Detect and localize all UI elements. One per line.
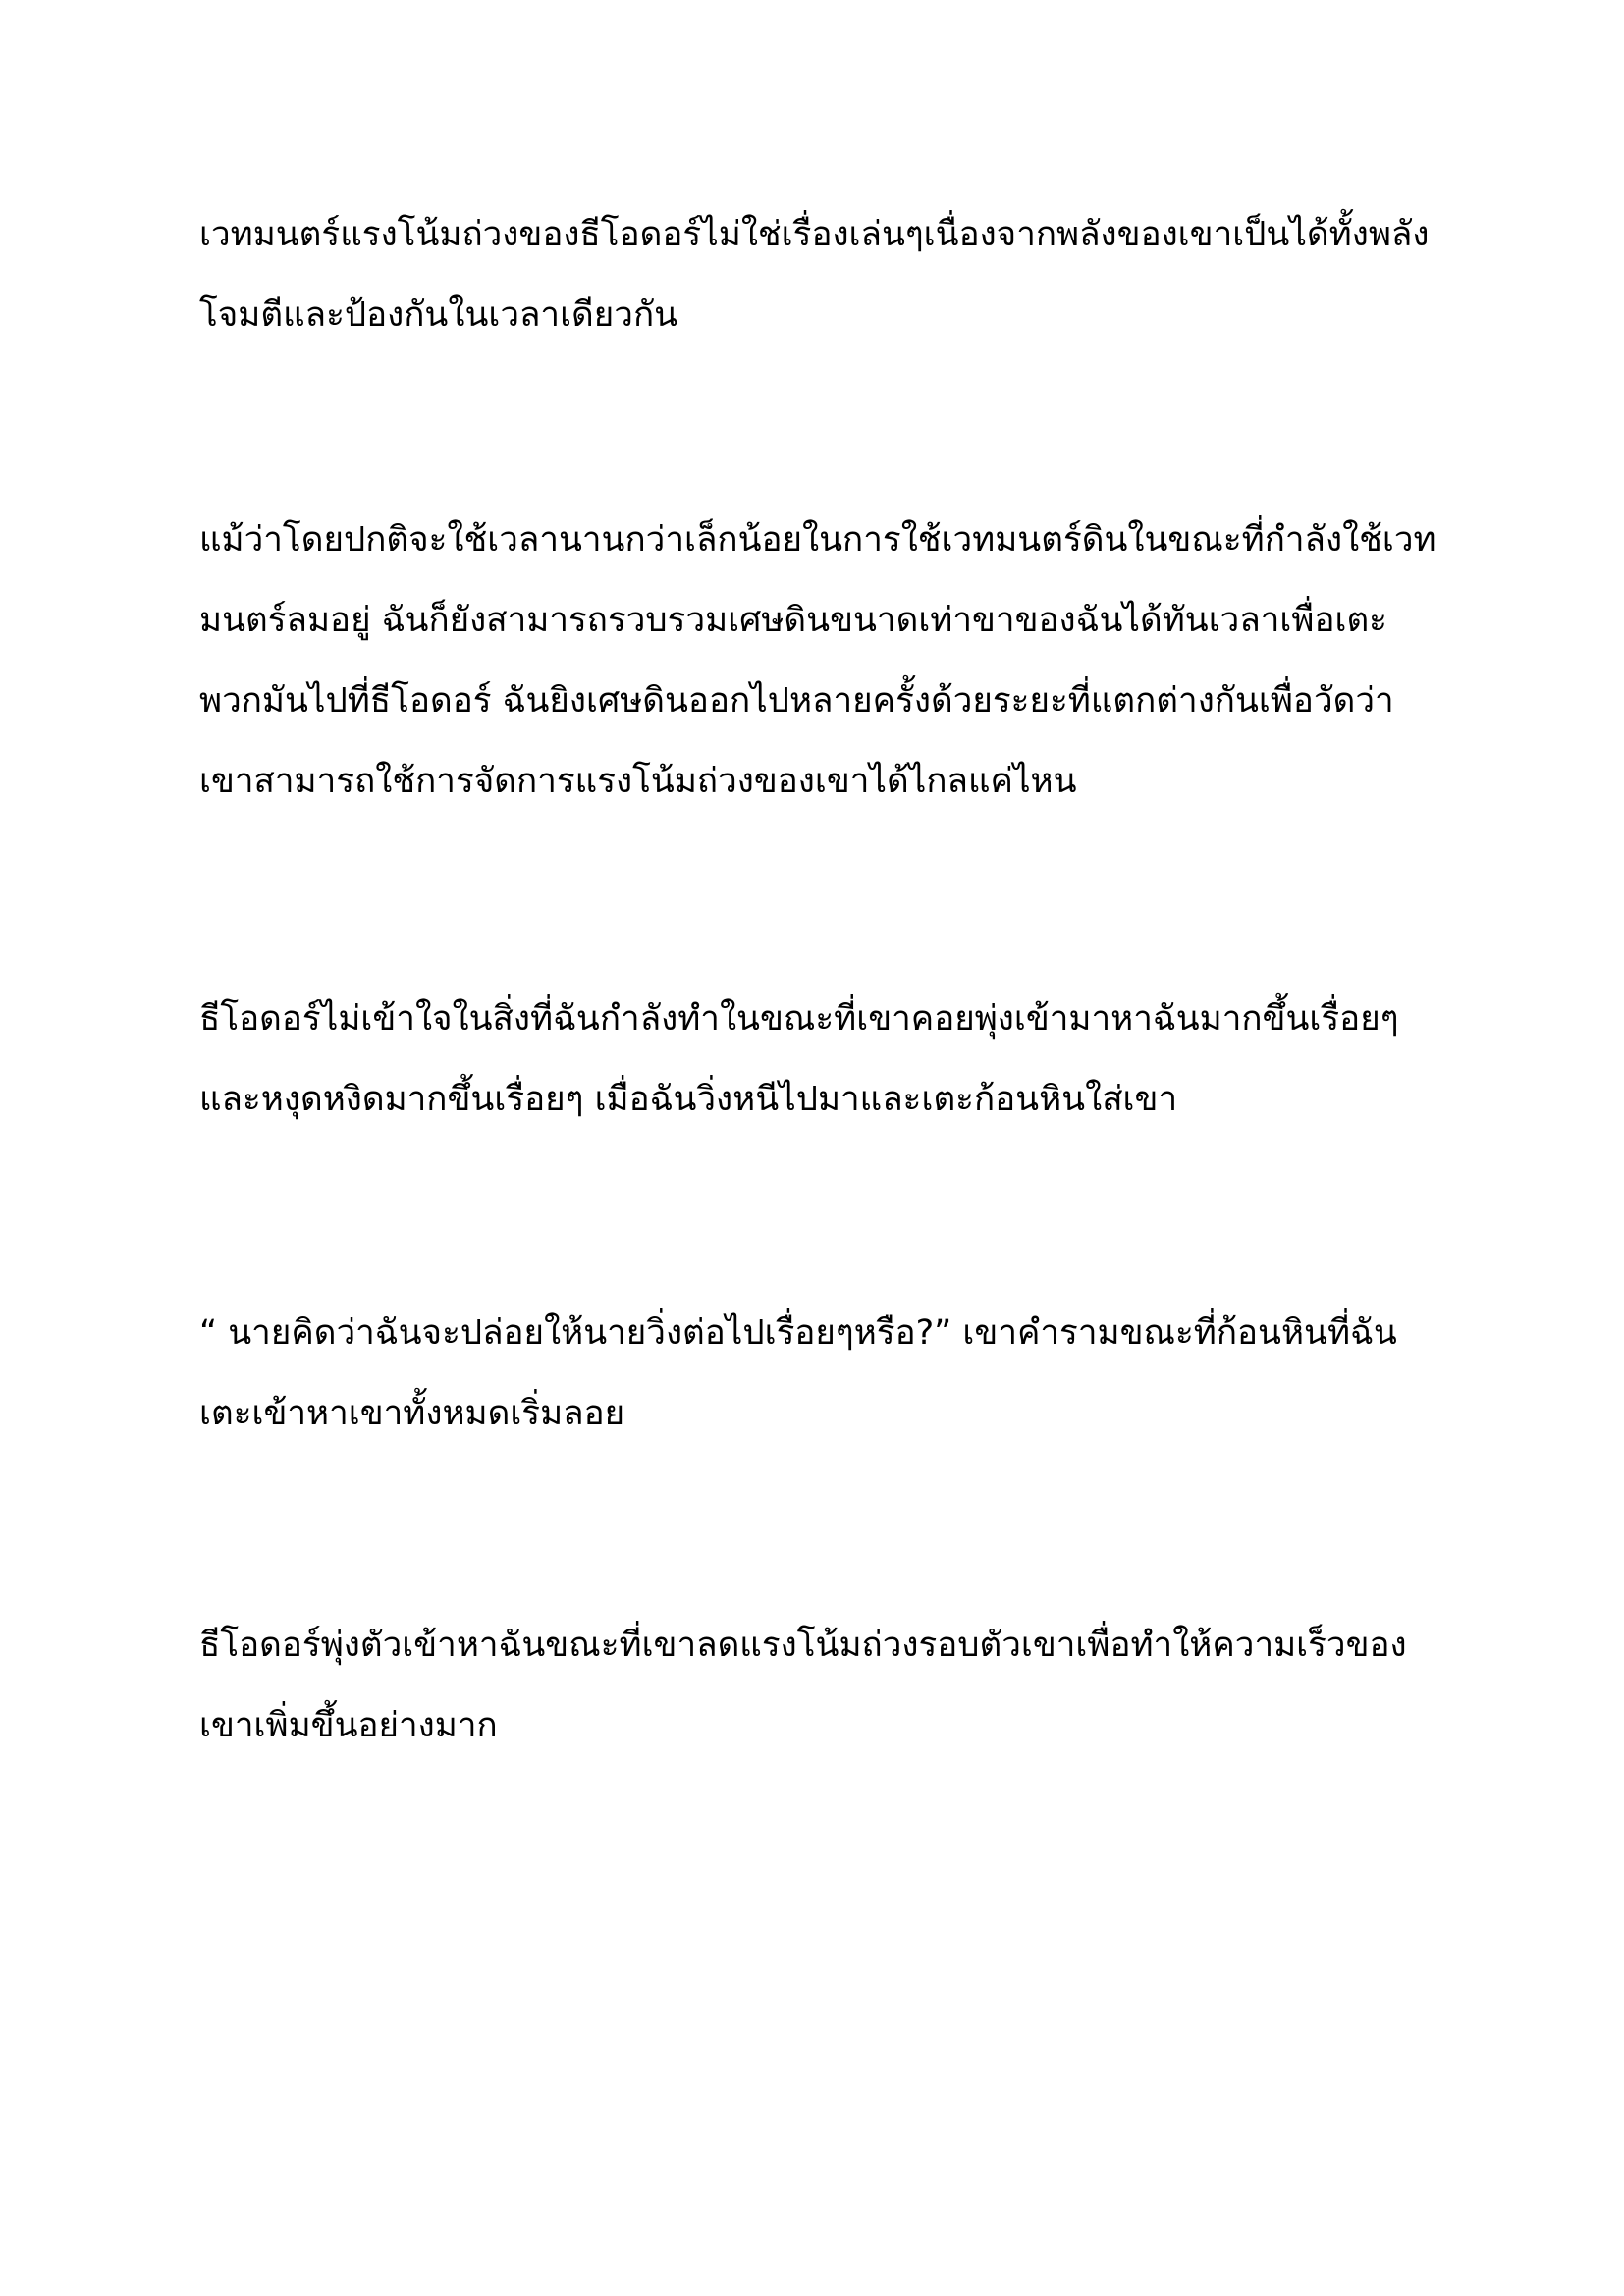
paragraph-3 xyxy=(199,979,1436,1140)
paragraph-line: เขาสามารถใช้การจัดการแรงโน้มถ่วงของเขาได้ไกลแค่ไหน xyxy=(199,762,1077,801)
paragraph-line: มนตร์ลมอยู่ ฉันก็ยังสามารถรวบรวมเศษดินขนาดเท่าขาของฉันได้ทันเวลาเพื่อเตะ xyxy=(199,601,1387,640)
paragraph-line: ธีโอดอร์ไม่เข้าใจในสิ่งที่ฉันกำลังทำในขณะที่เขาคอยพุ่งเข้ามาหาฉันมากขึ้นเรื่อยๆ xyxy=(199,999,1399,1039)
paragraph-line: เขาเพิ่มขึ้นอย่างมาก xyxy=(199,1706,498,1745)
paragraph-line: “ นายคิดว่าฉันจะปล่อยให้นายวิ่งต่อไปเรื่อยๆหรือ?” เขาคำรามขณะที่ก้อนหินที่ฉัน xyxy=(199,1313,1397,1353)
paragraph-line: เวทมนตร์แรงโน้มถ่วงของธีโอดอร์ไม่ใช่เรื่องเล่นๆเนื่องจากพลังของเขาเป็นได้ทั้งพลัง xyxy=(199,215,1430,254)
paragraph-line: โจมตีและป้องกันในเวลาเดียวกัน xyxy=(199,295,678,335)
paragraph-1 xyxy=(199,194,1436,355)
paragraph-2 xyxy=(199,500,1436,822)
paragraph-line: และหงุดหงิดมากขึ้นเรื่อยๆ เมื่อฉันวิ่งหนีไปมาและเตะก้อนหินใส่เขา xyxy=(199,1080,1178,1119)
paragraph-line: เตะเข้าหาเขาทั้งหมดเริ่มลอย xyxy=(199,1394,625,1433)
paragraph-4 xyxy=(199,1293,1436,1454)
paragraph-line: ธีโอดอร์พุ่งตัวเข้าหาฉันขณะที่เขาลดแรงโน้มถ่วงรอบตัวเขาเพื่อทำให้ความเร็วของ xyxy=(199,1626,1407,1665)
paragraph-5 xyxy=(199,1605,1436,1766)
paragraph-line: แม้ว่าโดยปกติจะใช้เวลานานกว่าเล็กน้อยในการใช้เวทมนตร์ดินในขณะที่กำลังใช้เวท xyxy=(199,520,1436,560)
paragraph-line: พวกมันไปที่ธีโอดอร์ ฉันยิงเศษดินออกไปหลายครั้งด้วยระยะที่แตกต่างกันเพื่อวัดว่า xyxy=(199,681,1394,721)
